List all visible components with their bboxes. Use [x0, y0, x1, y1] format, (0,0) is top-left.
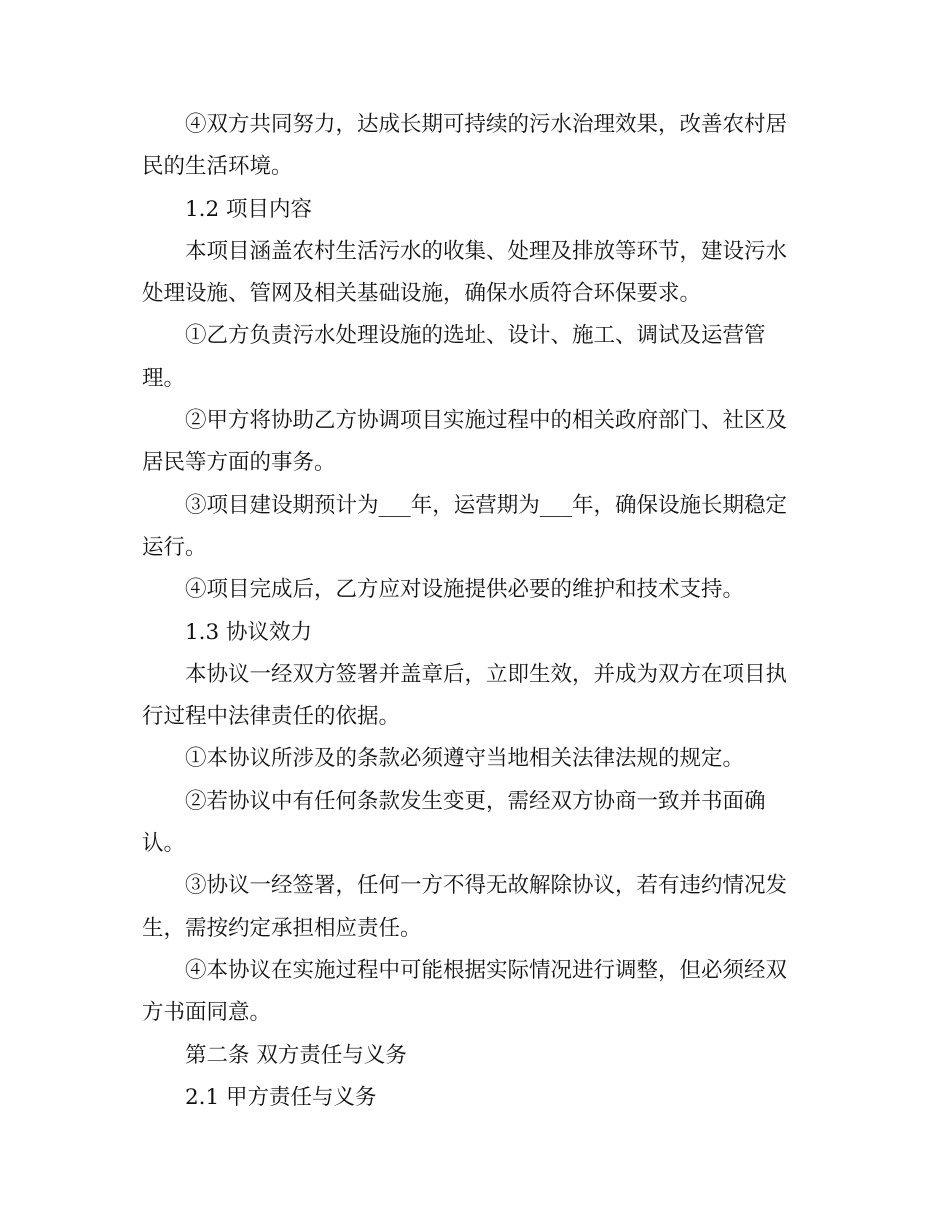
document-body	[142, 104, 802, 1119]
paragraph-content-2: ②甲方将协助乙方协调项目实施过程中的相关政府部门、社区及居民等方面的事务。	[142, 408, 788, 476]
paragraph-agreement-effect: 本协议一经双方签署并盖章后，立即生效，并成为双方在项目执行过程中法律责任的依据。	[142, 661, 788, 730]
paragraph-content-1: ①乙方负责污水处理设施的选址、设计、施工、调试及运营管理。	[142, 323, 766, 391]
paragraph-content-3: ③项目建设期预计为___年，运营期为___年，确保设施长期稳定运行。	[142, 492, 788, 560]
paragraph-effect-4: ④本协议在实施过程中可能根据实际情况进行调整，但必须经双方书面同意。	[142, 957, 788, 1026]
section-heading-1-3: 1.3 协议效力	[185, 619, 313, 645]
section-heading-1-2: 1.2 项目内容	[185, 196, 313, 222]
paragraph-effect-1: ①本协议所涉及的条款必须遵守当地相关法律法规的规定。	[185, 746, 745, 772]
article-heading-2: 第二条 双方责任与义务	[185, 1042, 407, 1068]
paragraph-effect-3: ③协议一经签署，任何一方不得无故解除协议，若有违约情况发生，需按约定承担相应责任。	[142, 873, 788, 941]
paragraph-content-4: ④项目完成后，乙方应对设施提供必要的维护和技术支持。	[185, 577, 745, 603]
paragraph-project-scope: 本项目涵盖农村生活污水的收集、处理及排放等环节，建设污水处理设施、管网及相关基础设施，确保水质符合环保要求。	[142, 238, 788, 307]
paragraph-goal-4: ④双方共同努力，达成长期可持续的污水治理效果，改善农村居民的生活环境。	[142, 112, 788, 180]
paragraph-effect-2: ②若协议中有任何条款发生变更，需经双方协商一致并书面确认。	[142, 788, 766, 857]
section-heading-2-1: 2.1 甲方责任与义务	[185, 1084, 377, 1110]
